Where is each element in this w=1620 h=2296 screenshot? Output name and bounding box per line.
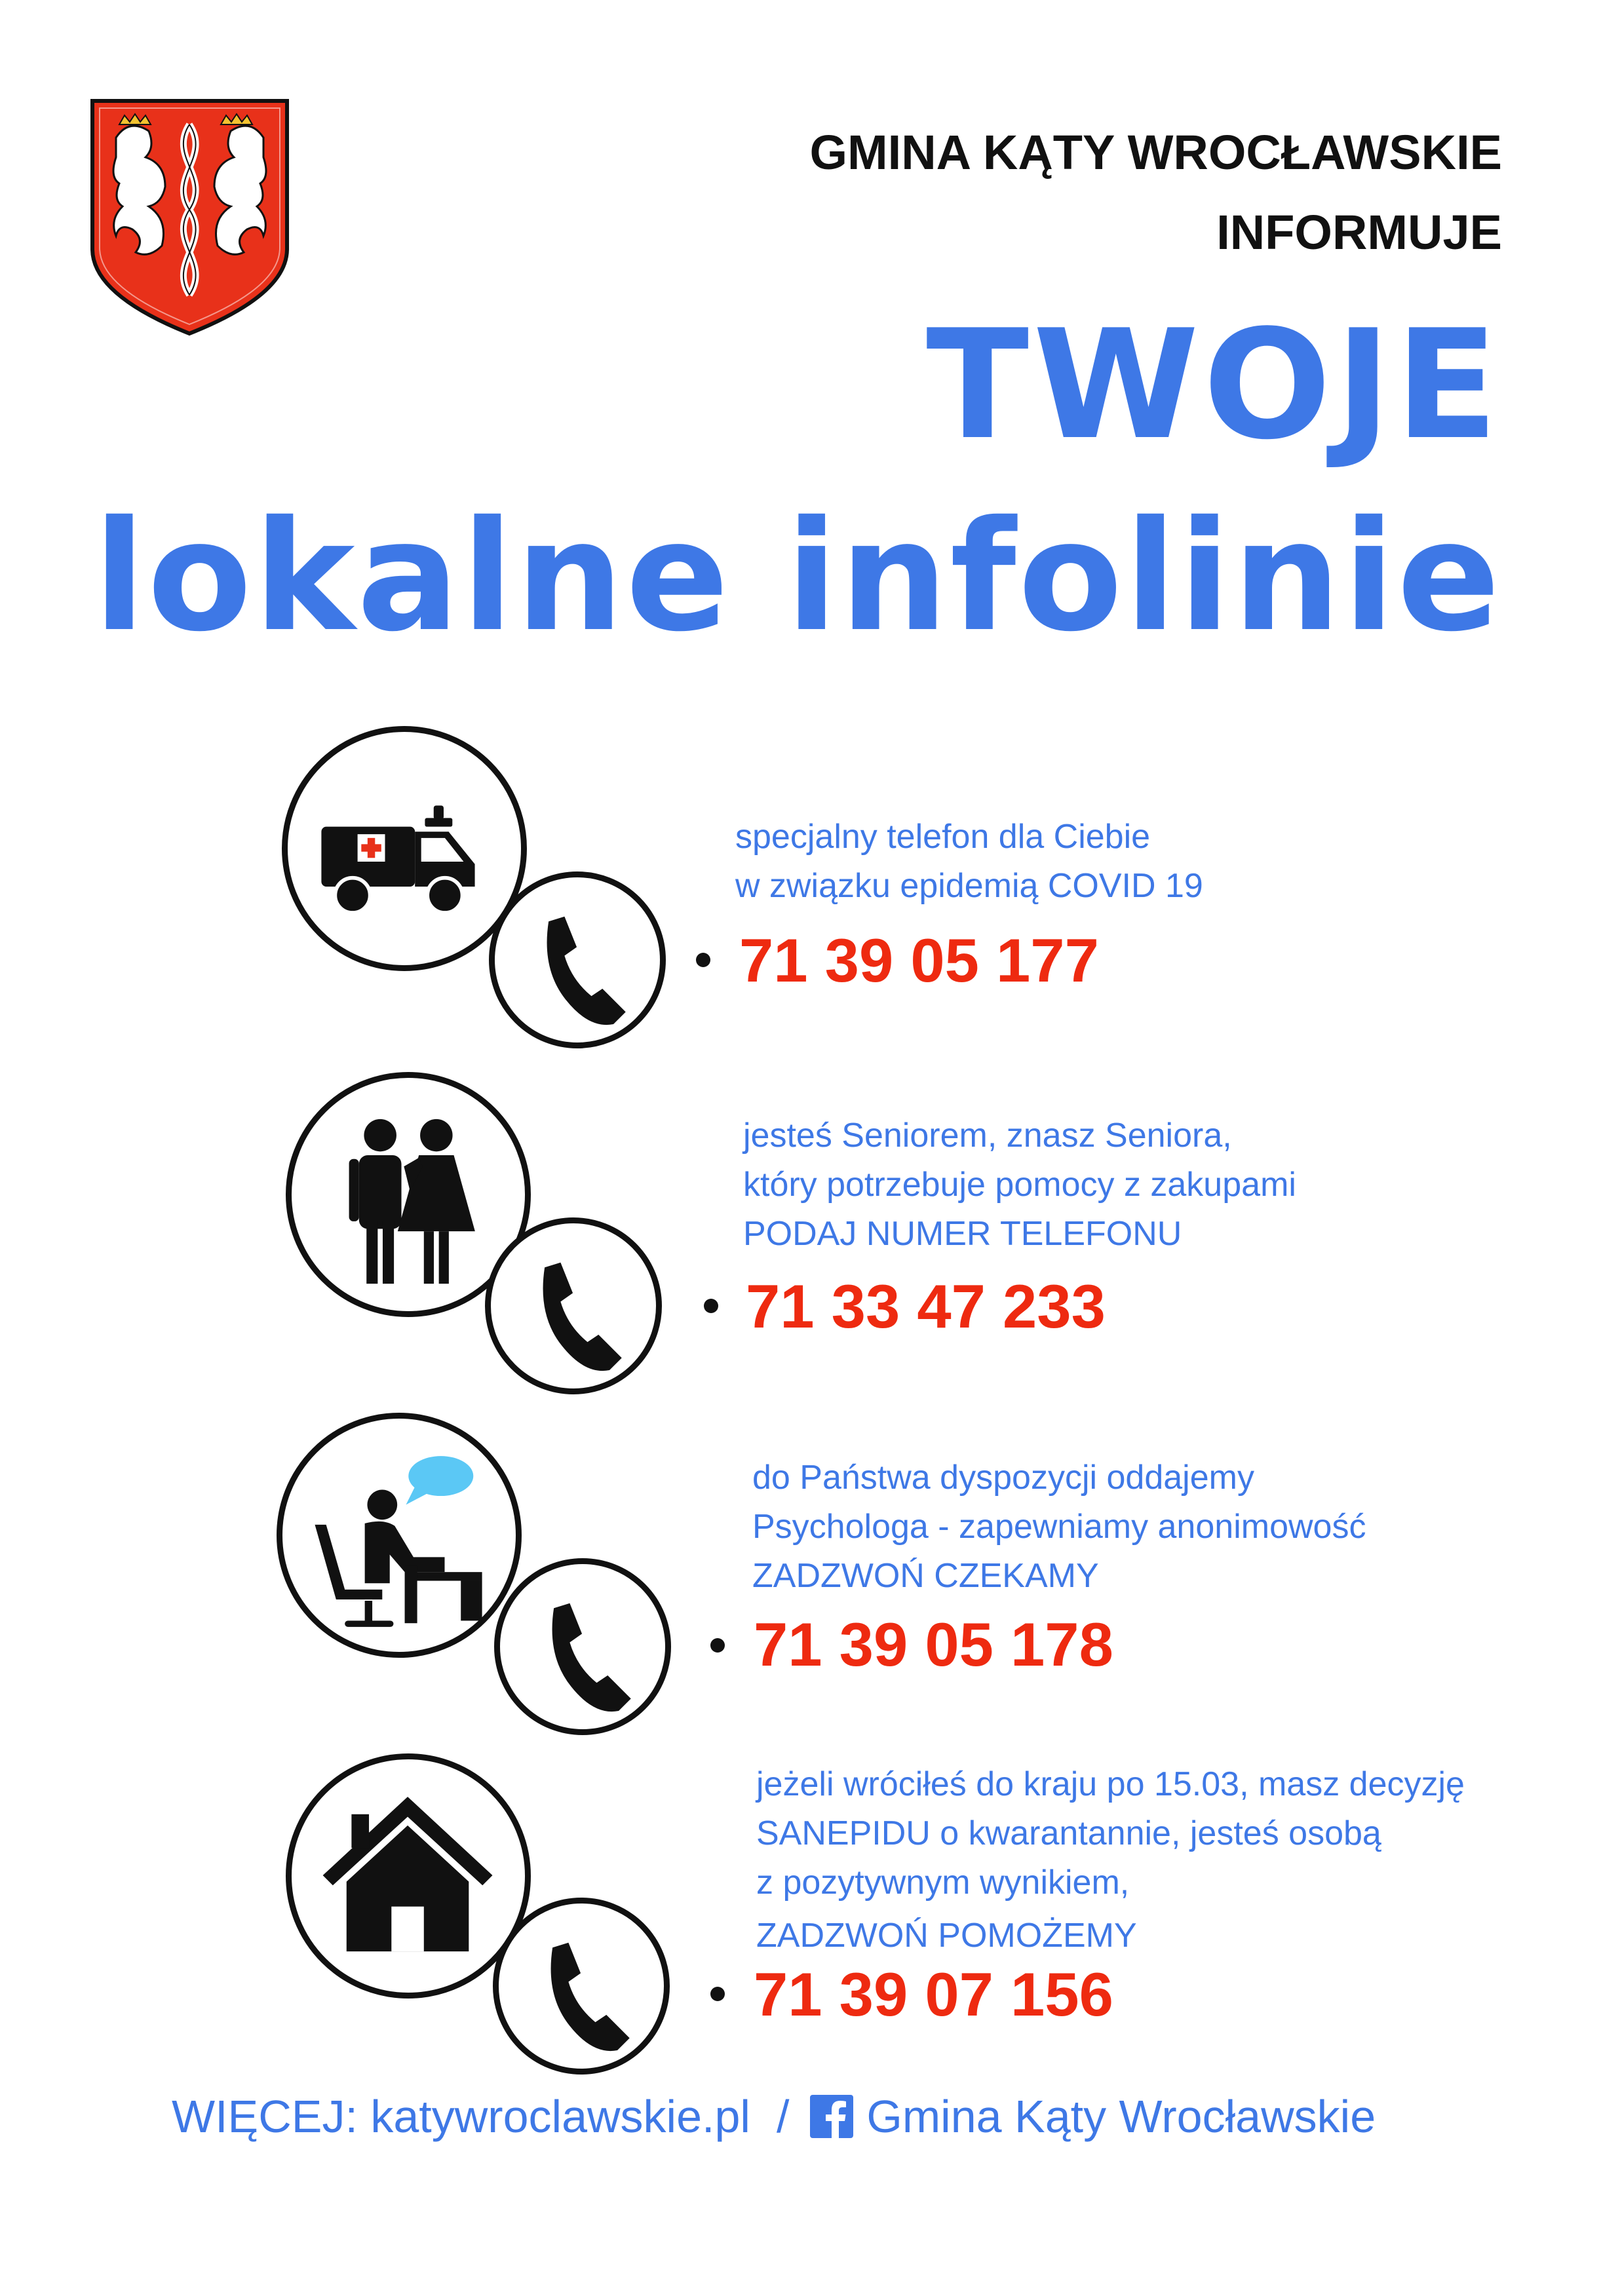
bullet: [696, 953, 710, 967]
phone-icon: [485, 1217, 662, 1394]
phone-icon: [494, 1558, 671, 1735]
hotline-phone-number[interactable]: 71 33 47 233: [746, 1272, 1106, 1341]
header-subtitle: INFORMUJE: [1216, 205, 1502, 259]
ambulance-icon: [282, 726, 527, 971]
hotline-phone-number[interactable]: 71 39 05 178: [754, 1610, 1113, 1679]
facebook-icon[interactable]: [810, 2095, 853, 2138]
website-link[interactable]: WIĘCEJ: katywroclawskie.pl: [172, 2091, 750, 2142]
hotline-phone-number[interactable]: 71 39 05 177: [739, 926, 1099, 995]
header-title: GMINA KĄTY WROCŁAWSKIE: [809, 125, 1502, 180]
footer-separator: /: [776, 2091, 790, 2142]
description-line: jesteś Seniorem, znasz Seniora,: [743, 1117, 1232, 1155]
facebook-page-link[interactable]: Gmina Kąty Wrocławskie: [866, 2091, 1376, 2142]
description-line: w związku epidemią COVID 19: [735, 867, 1203, 905]
bullet: [710, 1638, 725, 1653]
description-line: PODAJ NUMER TELEFONU: [743, 1215, 1182, 1253]
description-line: Psychologa - zapewniamy anonimowość: [752, 1508, 1366, 1546]
psychologist-icon: [277, 1413, 522, 1658]
description-line: ZADZWOŃ POMOŻEMY: [756, 1917, 1137, 1955]
description-line: który potrzebuje pomocy z zakupami: [743, 1166, 1296, 1204]
hotline-description: [752, 1453, 1366, 1601]
description-line: jeżeli wróciłeś do kraju po 15.03, masz decyzję: [756, 1765, 1465, 1803]
headline-line-2: lokalne infolinie: [93, 488, 1502, 665]
phone-icon: [493, 1898, 670, 2075]
hotline-description: [743, 1111, 1296, 1259]
bullet: [710, 1987, 725, 2001]
description-line: do Państwa dyspozycji oddajemy: [752, 1459, 1254, 1497]
hotline-description: [735, 813, 1203, 911]
phone-icon: [489, 871, 666, 1048]
house-icon: [286, 1753, 531, 1999]
description-line: SANEPIDU o kwarantannie, jesteś osobą: [756, 1814, 1381, 1852]
footer: [172, 2090, 1376, 2143]
headline-line-1: TWOJE: [926, 298, 1502, 473]
hotline-description: [756, 1760, 1465, 1961]
coat-of-arms-icon: [90, 98, 290, 336]
description-line: z pozytywnym wynikiem,: [756, 1864, 1130, 1902]
bullet: [704, 1299, 718, 1313]
description-line: specjalny telefon dla Ciebie: [735, 818, 1151, 856]
hotline-phone-number[interactable]: 71 39 07 156: [754, 1960, 1113, 2029]
description-line: ZADZWOŃ CZEKAMY: [752, 1557, 1099, 1595]
